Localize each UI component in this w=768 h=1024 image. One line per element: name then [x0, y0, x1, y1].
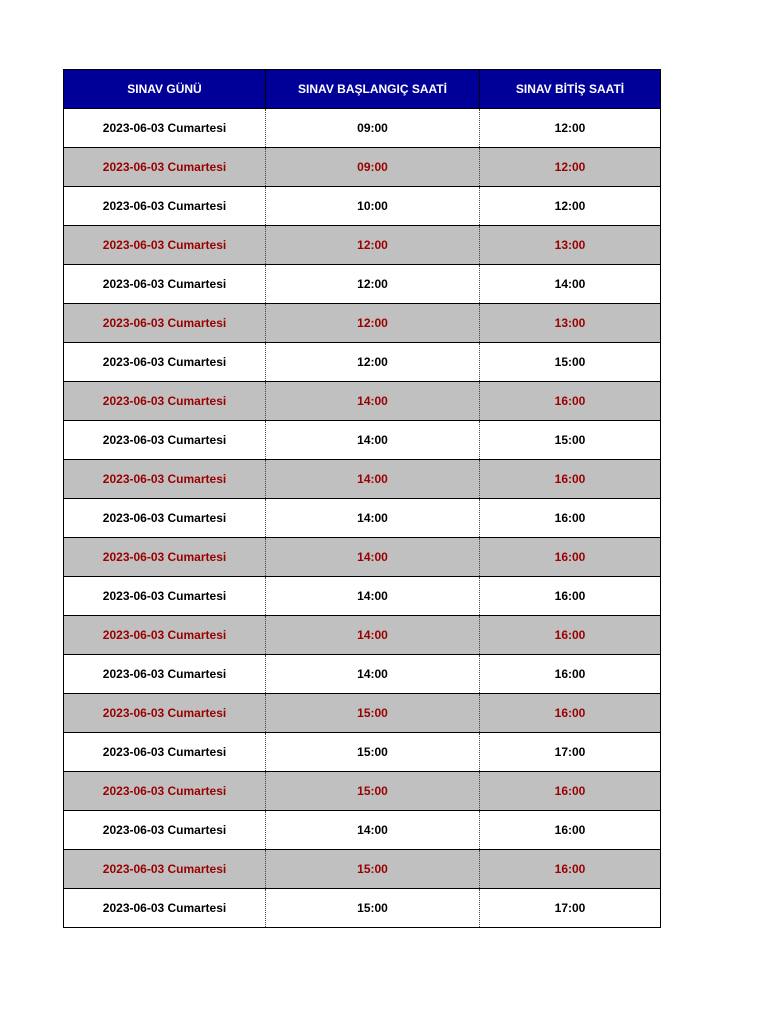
cell-exam-day: 2023-06-03 Cumartesi — [64, 109, 266, 148]
table-header — [64, 70, 661, 109]
cell-start-time: 14:00 — [266, 460, 480, 499]
exam-schedule-table — [63, 69, 661, 928]
cell-start-time: 15:00 — [266, 889, 480, 928]
cell-start-time: 14:00 — [266, 655, 480, 694]
cell-end-time: 13:00 — [480, 226, 661, 265]
table-row — [64, 382, 661, 421]
cell-end-time: 16:00 — [480, 811, 661, 850]
cell-exam-day: 2023-06-03 Cumartesi — [64, 265, 266, 304]
table-row — [64, 733, 661, 772]
table-row — [64, 226, 661, 265]
cell-end-time: 16:00 — [480, 382, 661, 421]
cell-start-time: 12:00 — [266, 265, 480, 304]
cell-end-time: 16:00 — [480, 616, 661, 655]
cell-start-time: 14:00 — [266, 538, 480, 577]
cell-exam-day: 2023-06-03 Cumartesi — [64, 226, 266, 265]
cell-start-time: 14:00 — [266, 616, 480, 655]
cell-start-time: 15:00 — [266, 850, 480, 889]
cell-exam-day: 2023-06-03 Cumartesi — [64, 850, 266, 889]
cell-start-time: 09:00 — [266, 148, 480, 187]
header-row — [64, 70, 661, 109]
cell-start-time: 09:00 — [266, 109, 480, 148]
cell-end-time: 12:00 — [480, 187, 661, 226]
cell-exam-day: 2023-06-03 Cumartesi — [64, 655, 266, 694]
table-row — [64, 109, 661, 148]
cell-end-time: 16:00 — [480, 538, 661, 577]
cell-start-time: 14:00 — [266, 421, 480, 460]
cell-end-time: 15:00 — [480, 421, 661, 460]
table-row — [64, 499, 661, 538]
cell-exam-day: 2023-06-03 Cumartesi — [64, 460, 266, 499]
cell-start-time: 12:00 — [266, 226, 480, 265]
cell-end-time: 16:00 — [480, 850, 661, 889]
cell-end-time: 16:00 — [480, 460, 661, 499]
cell-start-time: 10:00 — [266, 187, 480, 226]
cell-start-time: 15:00 — [266, 694, 480, 733]
cell-end-time: 16:00 — [480, 694, 661, 733]
cell-start-time: 12:00 — [266, 343, 480, 382]
table-row — [64, 460, 661, 499]
cell-exam-day: 2023-06-03 Cumartesi — [64, 694, 266, 733]
cell-exam-day: 2023-06-03 Cumartesi — [64, 811, 266, 850]
table-row — [64, 304, 661, 343]
cell-start-time: 15:00 — [266, 772, 480, 811]
cell-end-time: 12:00 — [480, 148, 661, 187]
cell-exam-day: 2023-06-03 Cumartesi — [64, 187, 266, 226]
table-row — [64, 538, 661, 577]
cell-exam-day: 2023-06-03 Cumartesi — [64, 304, 266, 343]
header-start-time: SINAV BAŞLANGIÇ SAATİ — [266, 70, 480, 109]
header-exam-day: SINAV GÜNÜ — [64, 70, 266, 109]
cell-exam-day: 2023-06-03 Cumartesi — [64, 148, 266, 187]
cell-exam-day: 2023-06-03 Cumartesi — [64, 343, 266, 382]
table-row — [64, 811, 661, 850]
cell-exam-day: 2023-06-03 Cumartesi — [64, 772, 266, 811]
cell-end-time: 16:00 — [480, 655, 661, 694]
cell-end-time: 17:00 — [480, 733, 661, 772]
cell-start-time: 12:00 — [266, 304, 480, 343]
cell-start-time: 14:00 — [266, 382, 480, 421]
cell-end-time: 16:00 — [480, 772, 661, 811]
cell-exam-day: 2023-06-03 Cumartesi — [64, 577, 266, 616]
table-body — [64, 109, 661, 928]
table-row — [64, 655, 661, 694]
cell-start-time: 15:00 — [266, 733, 480, 772]
table-row — [64, 616, 661, 655]
header-end-time: SINAV BİTİŞ SAATİ — [480, 70, 661, 109]
table-row — [64, 850, 661, 889]
cell-exam-day: 2023-06-03 Cumartesi — [64, 733, 266, 772]
cell-end-time: 16:00 — [480, 577, 661, 616]
cell-exam-day: 2023-06-03 Cumartesi — [64, 889, 266, 928]
cell-exam-day: 2023-06-03 Cumartesi — [64, 538, 266, 577]
cell-exam-day: 2023-06-03 Cumartesi — [64, 616, 266, 655]
table-row — [64, 421, 661, 460]
cell-exam-day: 2023-06-03 Cumartesi — [64, 421, 266, 460]
cell-start-time: 14:00 — [266, 499, 480, 538]
table-row — [64, 265, 661, 304]
table-row — [64, 577, 661, 616]
cell-end-time: 12:00 — [480, 109, 661, 148]
table-row — [64, 694, 661, 733]
cell-end-time: 17:00 — [480, 889, 661, 928]
cell-end-time: 15:00 — [480, 343, 661, 382]
table-row — [64, 343, 661, 382]
table-row — [64, 889, 661, 928]
cell-exam-day: 2023-06-03 Cumartesi — [64, 382, 266, 421]
cell-start-time: 14:00 — [266, 577, 480, 616]
cell-end-time: 16:00 — [480, 499, 661, 538]
cell-exam-day: 2023-06-03 Cumartesi — [64, 499, 266, 538]
cell-end-time: 14:00 — [480, 265, 661, 304]
table-row — [64, 148, 661, 187]
table-row — [64, 772, 661, 811]
cell-end-time: 13:00 — [480, 304, 661, 343]
table-row — [64, 187, 661, 226]
cell-start-time: 14:00 — [266, 811, 480, 850]
